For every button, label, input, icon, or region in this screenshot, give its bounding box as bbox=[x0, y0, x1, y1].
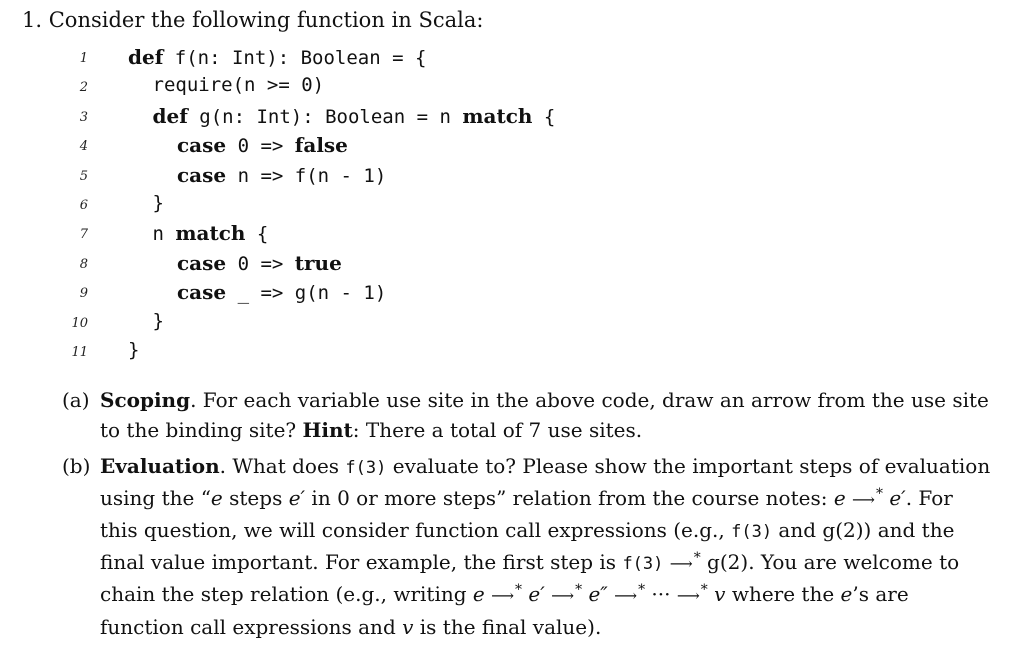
code-line bbox=[177, 251, 342, 275]
code-keyword: case bbox=[177, 250, 227, 275]
code-token: _ => g(n - 1) bbox=[226, 282, 387, 305]
code-keyword: false bbox=[294, 133, 348, 158]
question-number: 1. bbox=[22, 8, 43, 32]
line-number: 4 bbox=[79, 139, 88, 155]
line-number: 9 bbox=[79, 286, 88, 302]
line-number: 7 bbox=[79, 227, 88, 243]
code-token: { bbox=[245, 223, 269, 246]
part-a-label: (a) bbox=[62, 388, 90, 412]
code-line bbox=[128, 339, 139, 361]
code-keyword: true bbox=[294, 250, 342, 275]
line-number: 3 bbox=[79, 109, 88, 125]
step-arrow: ⟶ bbox=[614, 586, 638, 605]
code-token: f(n: Int): Boolean = { bbox=[163, 47, 427, 69]
step-arrow: ⟶ bbox=[676, 586, 700, 605]
part-b-heading: Evaluation bbox=[100, 454, 220, 478]
step-arrow: ⟶ bbox=[551, 586, 575, 605]
code-token: g(n: Int): Boolean = n bbox=[187, 105, 463, 128]
code-token: n => f(n - 1) bbox=[226, 164, 387, 187]
code-keyword: match bbox=[462, 103, 533, 128]
code-token: } bbox=[152, 309, 164, 332]
line-number: 11 bbox=[71, 345, 88, 360]
code-line bbox=[153, 104, 556, 128]
code-token: 0 => bbox=[226, 252, 295, 275]
code-keyword: case bbox=[177, 133, 227, 158]
code-line bbox=[177, 280, 386, 304]
code-token: { bbox=[532, 105, 556, 128]
line-number: 10 bbox=[71, 315, 88, 331]
part-a-heading: Scoping bbox=[100, 388, 191, 412]
hint-label: Hint bbox=[302, 417, 353, 442]
code-token: n bbox=[152, 223, 176, 246]
code-token: 0 => bbox=[226, 135, 295, 158]
question-title bbox=[22, 8, 483, 32]
line-number: 6 bbox=[79, 198, 88, 213]
code-line bbox=[153, 310, 164, 332]
code-line bbox=[177, 133, 348, 157]
code-keyword: case bbox=[177, 162, 227, 187]
code-token: require(n >= 0) bbox=[152, 74, 325, 97]
part-b-line-1: Evaluation. What does f(3) evaluate to? Please show the important steps of evaluation bbox=[100, 454, 991, 478]
step-arrow: ⟶ bbox=[491, 586, 515, 605]
line-number: 2 bbox=[79, 80, 88, 96]
part-b-line-4: final value important. For example, the first step is f(3) ⟶* g(2). You are welcome to bbox=[100, 548, 960, 581]
part-b-line-6: function call expressions and v is the final value). bbox=[100, 614, 602, 639]
code-token: } bbox=[128, 339, 140, 361]
part-a-line-1: Scoping. For each variable use site in the above code, draw an arrow from the use site bbox=[100, 388, 989, 412]
code-line bbox=[153, 192, 164, 214]
code-line bbox=[153, 221, 269, 245]
code-line bbox=[177, 163, 386, 187]
step-arrow: ⟶ bbox=[669, 553, 693, 573]
part-a-line-2: to the binding site? Hint: There a total of 7 use sites. bbox=[100, 417, 643, 442]
part-b-line-2: using the “e steps e′ in 0 or more steps” relation from the course notes: e ⟶* e′. For bbox=[100, 484, 960, 517]
part-b-label: (b) bbox=[62, 454, 91, 478]
code-keyword: def bbox=[128, 45, 164, 69]
code-token: } bbox=[152, 192, 164, 214]
line-number: 1 bbox=[79, 51, 88, 66]
part-b-line-5: chain the step relation (e.g., writing e ⟶* e′ ⟶* e″ ⟶* ··· ⟶* v where the e’s are bbox=[100, 580, 960, 613]
line-number: 8 bbox=[79, 256, 88, 272]
code-keyword: def bbox=[152, 103, 188, 128]
line-number: 5 bbox=[79, 168, 88, 184]
part-b-line-3: this question, we will consider function call expressions (e.g., f(3) and g(2)) and the bbox=[100, 518, 955, 542]
code-keyword: case bbox=[177, 280, 227, 305]
step-arrow: ⟶ bbox=[852, 489, 875, 509]
code-line bbox=[128, 45, 426, 69]
code-line bbox=[153, 74, 325, 96]
question-prompt: Consider the following function in Scala: bbox=[48, 8, 484, 32]
code-keyword: match bbox=[175, 221, 246, 246]
